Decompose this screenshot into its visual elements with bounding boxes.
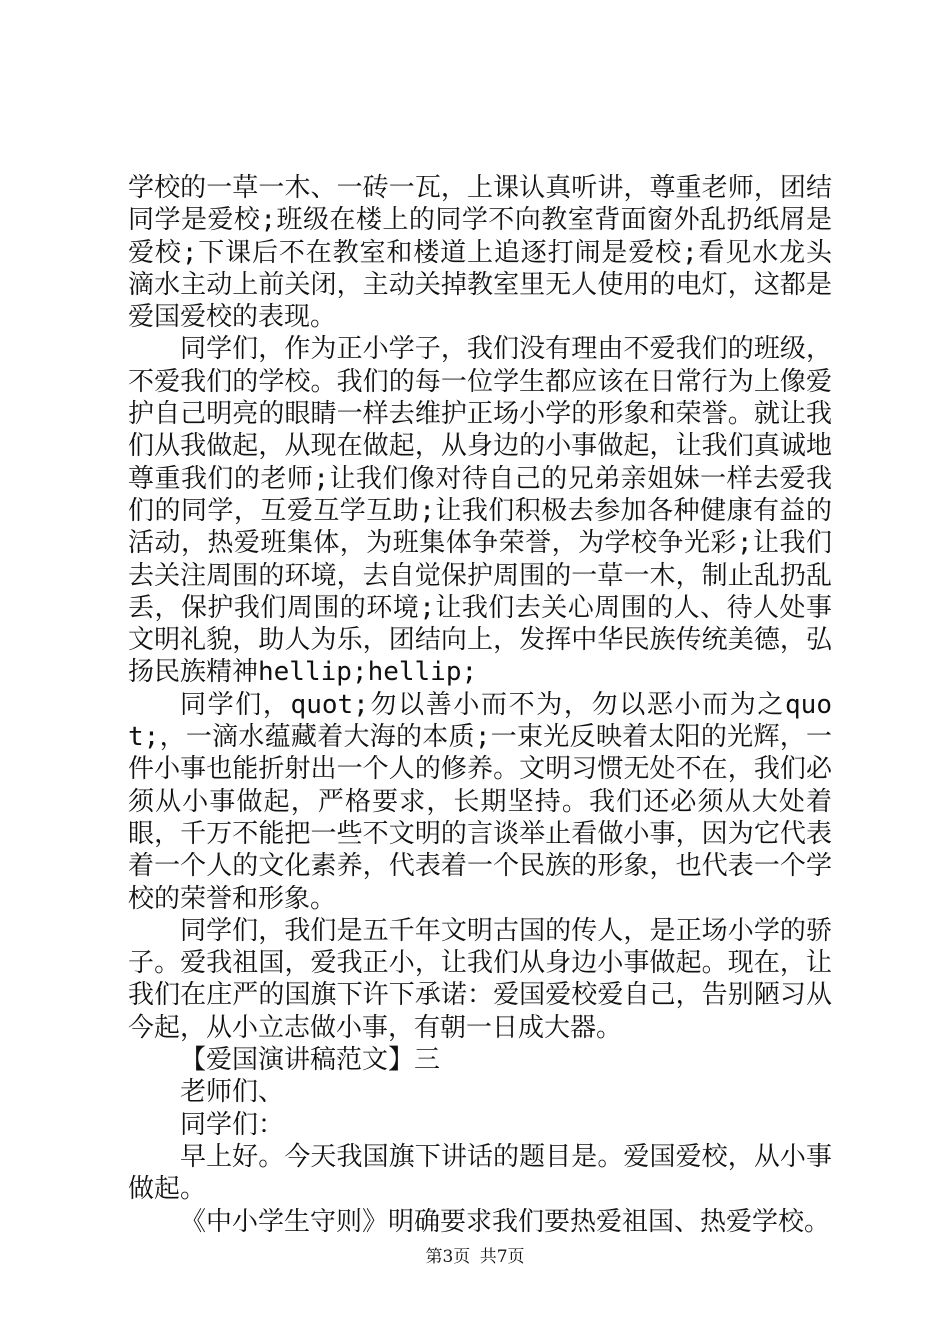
paragraph-2: 同学们，作为正小学子，我们没有理由不爱我们的班级，不爱我们的学校。我们的每一位学生都应该在日常行为上像爱护自己明亮的眼睛一样去维护正场小学的形象和荣誉。就让我们从我做起，从现在做起，从身边的小事做起，让我们真诚地尊重我们的老师;让我们像对待自己的兄弟亲姐妹一样去爱我们的同学，互爱互学互助;让我们积极去参加各种健康有益的活动，热爱班集体，为班集体争荣誉，为学校争光彩;让我们去关注周围的环境，去自觉保护周围的一草一木，制止乱扔乱丢，保护我们周围的环境;让我们去关心周围的人、待人处事文明礼貌，助人为乐，团结向上，发挥中华民族传统美德，弘扬民族精神hellip;hellip; <box>128 334 832 688</box>
section-heading: 【爱国演讲稿范文】三 <box>180 1045 441 1076</box>
document-body <box>128 172 832 1238</box>
paragraph-rules: 《中小学生守则》明确要求我们要热爱祖国、热爱学校。 <box>180 1206 831 1237</box>
page-number: 第3页 <box>425 1247 471 1267</box>
paragraph-4: 同学们，我们是五千年文明古国的传人，是正场小学的骄子。爱我祖国，爱我正小，让我们从身边小事做起。现在，让我们在庄严的国旗下许下承诺：爱国爱校爱自己，告别陋习从今起，从小立志做小事，有朝一日成大器。 <box>128 915 832 1043</box>
paragraph-3: 同学们，quot;勿以善小而不为，勿以恶小而为之quot;，一滴水蕴藏着大海的本质;一束光反映着太阳的光辉，一件小事也能折射出一个人的修养。文明习惯无处不在，我们必须从小事做起，严格要求，长期坚持。我们还必须从大处着眼，千万不能把一些不文明的言谈举止看做小事，因为它代表着一个人的文化素养，代表着一个民族的形象，也代表一个学校的荣誉和形象。 <box>128 689 832 914</box>
page-footer <box>0 1242 950 1267</box>
salutation-students: 同学们： <box>180 1109 285 1140</box>
page-total: 共7页 <box>479 1247 525 1267</box>
paragraph-greeting: 早上好。今天我国旗下讲话的题目是。爱国爱校，从小事做起。 <box>128 1141 832 1205</box>
salutation-teachers: 老师们、 <box>180 1077 285 1108</box>
paragraph-1: 学校的一草一木、一砖一瓦，上课认真听讲，尊重老师，团结同学是爱校;班级在楼上的同学不向教室背面窗外乱扔纸屑是爱校;下课后不在教室和楼道上追逐打闹是爱校;看见水龙头滴水主动上前关闭，主动关掉教室里无人使用的电灯，这都是爱国爱校的表现。 <box>128 173 832 333</box>
